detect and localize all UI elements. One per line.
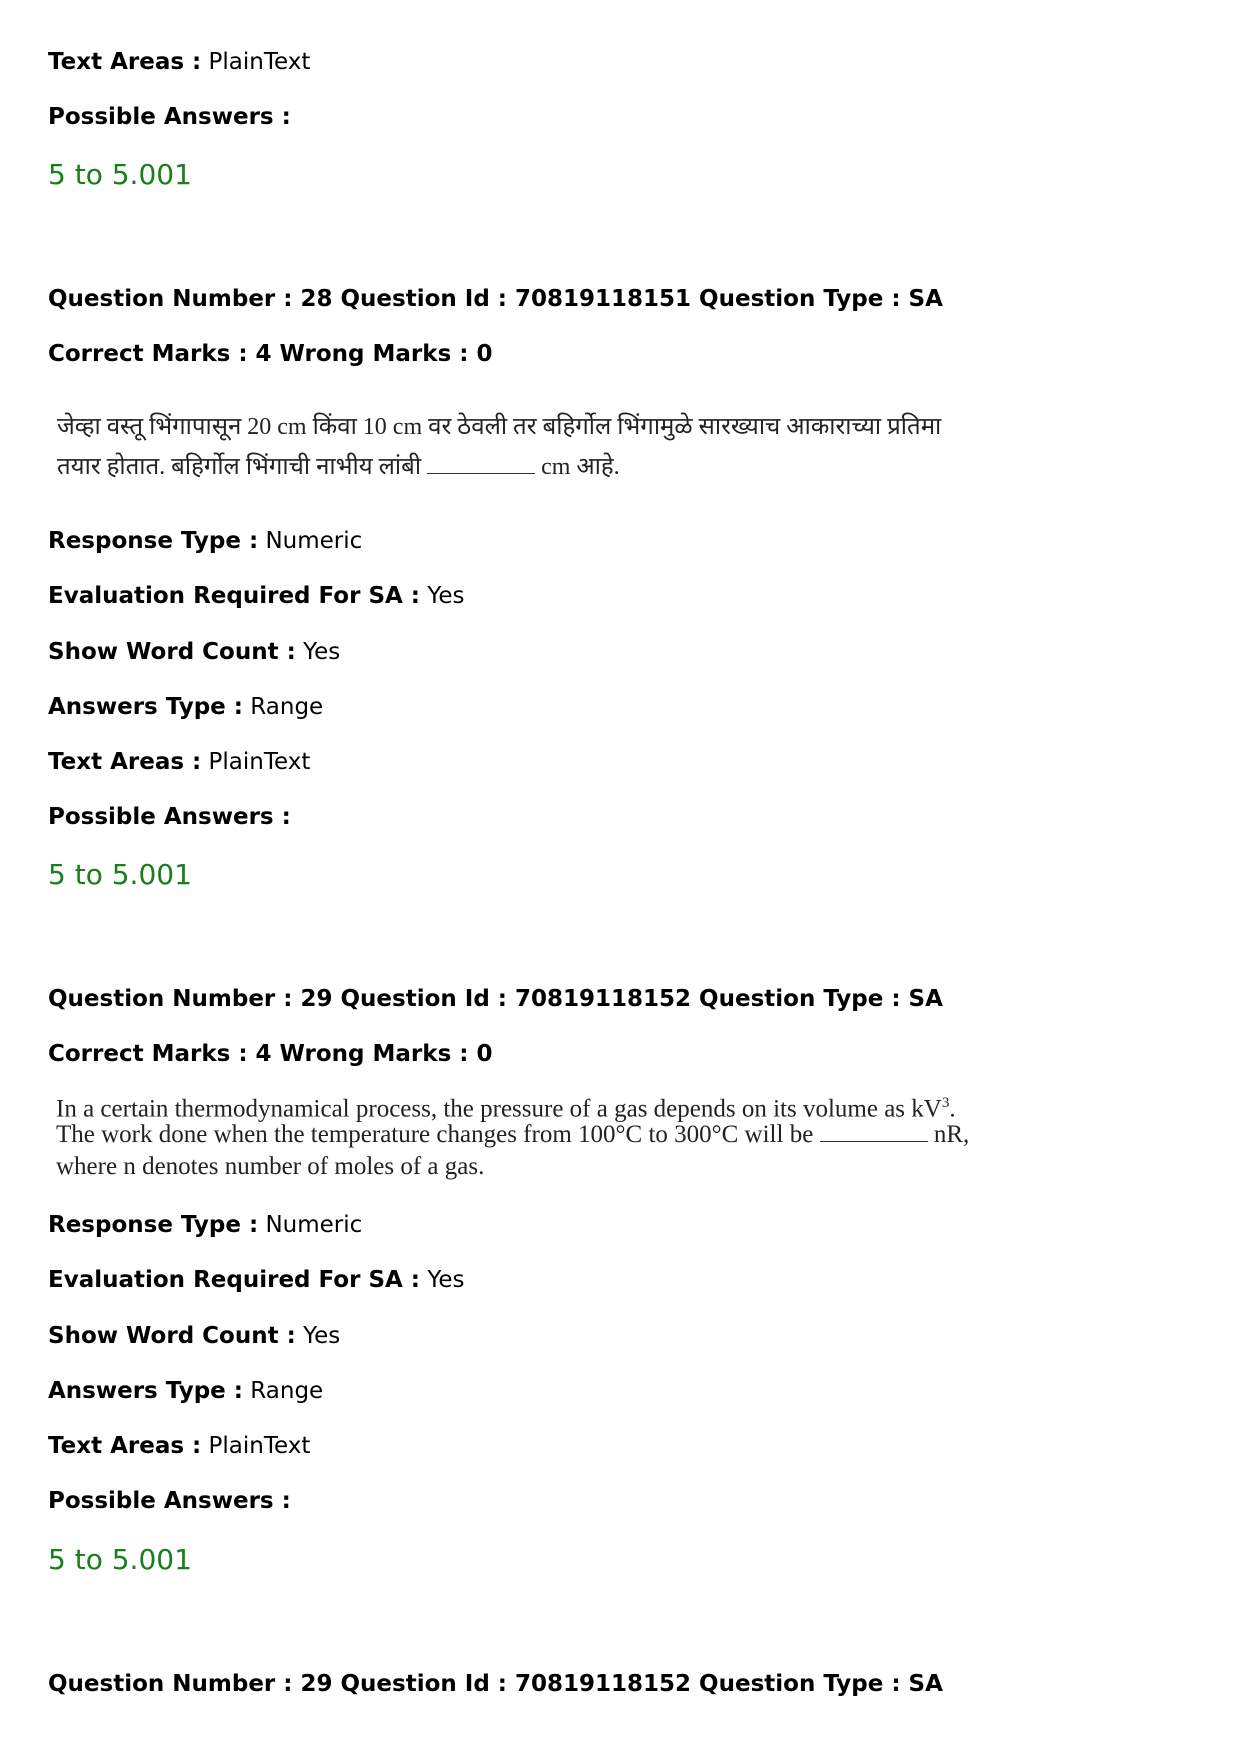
word-count-row: [48, 637, 340, 667]
field-value: Yes: [303, 639, 341, 665]
field-label: Text Areas :: [48, 49, 202, 75]
field-value: PlainText: [208, 749, 311, 775]
text-areas-row: [48, 47, 310, 77]
field-label: Evaluation Required For SA :: [48, 583, 421, 609]
question-body-line: [56, 1119, 969, 1151]
possible-answers-label: Possible Answers :: [48, 104, 291, 130]
field-label: Answers Type :: [48, 694, 243, 720]
field-label: Show Word Count :: [48, 639, 296, 665]
evaluation-row: [48, 581, 464, 611]
question-body-text: .: [949, 1095, 956, 1123]
question-marks: Correct Marks : 4 Wrong Marks : 0: [48, 341, 493, 367]
text-areas-row: [48, 1431, 310, 1461]
field-value: Yes: [427, 1267, 465, 1293]
field-label: Text Areas :: [48, 1433, 202, 1459]
field-label: Show Word Count :: [48, 1323, 296, 1349]
question-body-line: where n denotes number of moles of a gas.: [56, 1153, 485, 1180]
field-label: Response Type :: [48, 528, 259, 554]
possible-answer: 5 to 5.001: [48, 1543, 192, 1576]
field-value: Yes: [303, 1323, 341, 1349]
field-value: Range: [250, 694, 324, 720]
answer-blank: [427, 473, 535, 474]
field-value: Range: [250, 1378, 324, 1404]
question-body-text: In a certain thermodynamical process, the pressure of a gas depends on its volume as kV: [56, 1095, 942, 1123]
superscript: 3: [941, 1095, 950, 1111]
field-label: Answers Type :: [48, 1378, 243, 1404]
field-label: Response Type :: [48, 1212, 259, 1238]
question-header: Question Number : 29 Question Id : 70819118152 Question Type : SA: [48, 1671, 943, 1697]
field-value: PlainText: [208, 1433, 311, 1459]
possible-answer: 5 to 5.001: [48, 858, 192, 891]
question-body-text: The work done when the temperature changes from 100°C to 300°C will be: [56, 1121, 814, 1148]
field-value: Numeric: [265, 528, 363, 554]
response-type-row: [48, 1210, 362, 1240]
field-value: Yes: [427, 583, 465, 609]
field-label: Text Areas :: [48, 749, 202, 775]
field-label: Evaluation Required For SA :: [48, 1267, 421, 1293]
answers-type-row: [48, 692, 323, 722]
field-value: PlainText: [208, 49, 311, 75]
question-marks: Correct Marks : 4 Wrong Marks : 0: [48, 1041, 493, 1067]
word-count-row: [48, 1321, 340, 1351]
response-type-row: [48, 526, 362, 556]
text-areas-row: [48, 747, 310, 777]
answers-type-row: [48, 1376, 323, 1406]
question-body-text: तयार होतात. बहिर्गोल भिंगाची नाभीय लांबी: [57, 454, 422, 480]
field-value: Numeric: [265, 1212, 363, 1238]
possible-answer: 5 to 5.001: [48, 158, 192, 191]
question-header: Question Number : 28 Question Id : 70819118151 Question Type : SA: [48, 286, 943, 312]
evaluation-row: [48, 1265, 464, 1295]
possible-answers-label: Possible Answers :: [48, 1488, 291, 1514]
possible-answers-label: Possible Answers :: [48, 804, 291, 830]
question-body-line: [57, 451, 620, 483]
question-body-text: cm आहे.: [541, 454, 620, 480]
question-body-line: जेव्हा वस्तू भिंगापासून 20 cm किंवा 10 cm वर ठेवली तर बहिर्गोल भिंगामुळे सारख्याच आकाराच्या प्रतिमा: [57, 414, 942, 440]
question-header: Question Number : 29 Question Id : 70819118152 Question Type : SA: [48, 986, 943, 1012]
question-body-text: nR,: [933, 1121, 970, 1148]
answer-blank: [820, 1141, 928, 1142]
